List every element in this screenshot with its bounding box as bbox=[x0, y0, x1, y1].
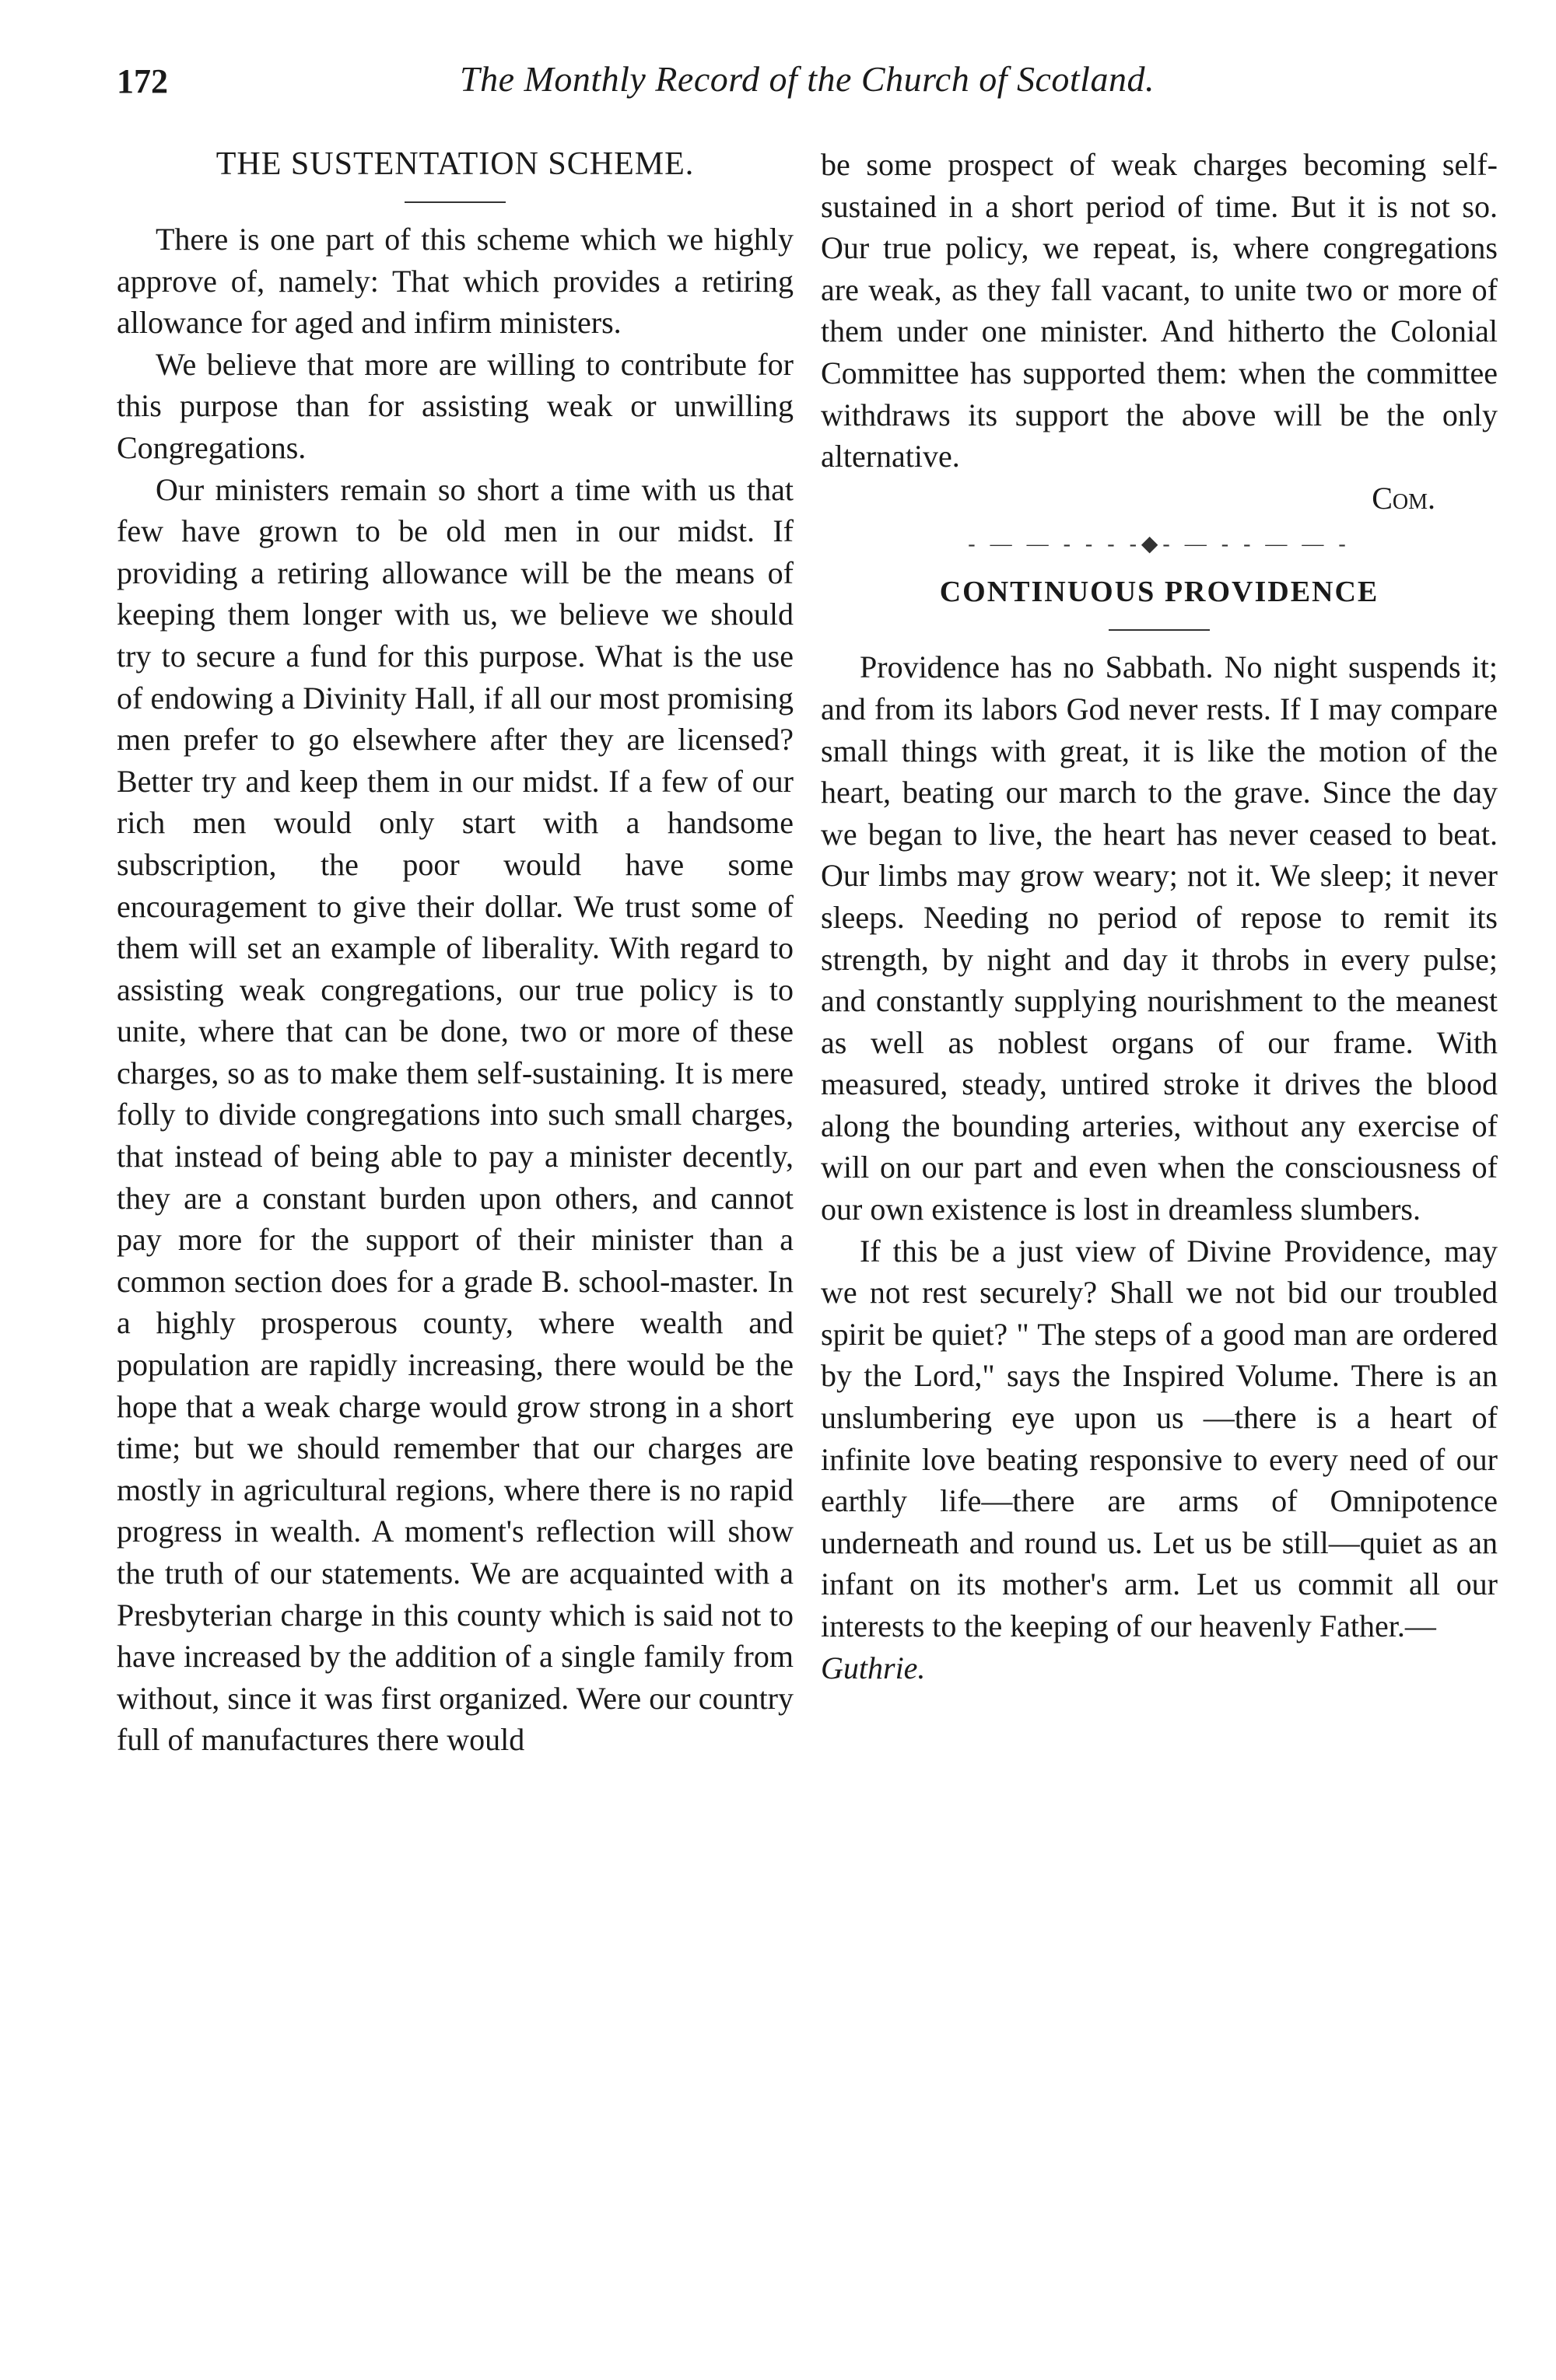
paragraph: Providence has no Sabbath. No night suspends it; and from its labors God never rests. If I may compare small things with great, it is like the motion of the heart, beating our march to the grave. Since the day we began to live, the heart has never ceased to beat. Our limbs may grow weary; not it. We sleep; it never sleeps. Needing no period of repose to remit its strength, by night and day it throbs in every pulse; and constantly supplying nourishment to the meanest as well as noblest organs of our frame. With measured, steady, untired stroke it drives the blood along the bounding arteries, without any exercise of will on our part and even when the consciousness of our own existence is lost in dreamless slumbers. bbox=[821, 649, 1498, 1227]
signoff-line bbox=[821, 478, 1498, 520]
right-column bbox=[821, 144, 1498, 1689]
paragraph: If this be a just view of Divine Providence, may we not rest securely? Shall we not bid our troubled spirit be quiet? " The steps of a good man are ordered by the Lord," says the Inspired Volume. There is an unslumbering eye upon us —there is a heart of infinite love beating responsive to every need of our earthly life—there are arms of Omnipotence underneath and round us. Let us be still—quiet as an infant on its mother's arm. Let us commit all our interests to the keeping of our heavenly Father.— bbox=[821, 1233, 1498, 1643]
journal-title: The Monthly Record of the Church of Scotland. bbox=[460, 59, 1155, 99]
author-signoff: Com. bbox=[1372, 480, 1435, 516]
page-number: 172 bbox=[117, 62, 168, 100]
paragraph: Our ministers remain so short a time with us that few have grown to be old men in our midst. If providing a retiring allowance will be the means of keeping them longer with us, we believe we should try to secure a fund for this purpose. What is the use of endowing a Divinity Hall, if all our most promising men prefer to go elsewhere after they are licensed? Better try and keep them in our midst. If a few of our rich men would only start with a handsome subscription, the poor would have some encouragement to give their dollar. We trust some of them will set an example of liberality. With regard to assisting weak congregations, our true policy is to unite, where that can be done, two or more of these charges, so as to make them self-sustaining. It is mere folly to divide congregations into such small charges, that instead of being able to pay a minister decently, they are a constant burden upon others, and cannot pay more for the support of their minister than a common section does for a grade B. school-master. In a highly prosperous county, where wealth and population are rapidly increasing, there would be the hope that a weak charge would grow strong in a short time; but we should remember that our charges are mostly in agricultural regions, where there is no rapid progress in wealth. A moment's reflection will show the truth of our statements. We are acquainted with a Presbyterian charge in this county which is said not to have increased by the addition of a single family from without, since it was first organized. Were our country full of manufactures there would bbox=[117, 471, 794, 1758]
running-head bbox=[117, 58, 1498, 105]
paragraph: We believe that more are willing to contribute for this purpose than for assisting weak or unwilling Congregations. bbox=[117, 346, 794, 465]
heading-rule bbox=[405, 201, 506, 203]
document-page bbox=[117, 58, 1498, 2337]
article-continuation-block bbox=[821, 144, 1498, 478]
article-heading-sustentation: THE SUSTENTATION SCHEME. bbox=[216, 146, 695, 182]
article-heading-providence: CONTINUOUS PROVIDENCE bbox=[939, 576, 1379, 609]
paragraph: There is one part of this scheme which we highly approve of, namely: That which provides a retiring allowance for aged and infirm ministers. bbox=[117, 222, 794, 341]
heading-rule bbox=[1109, 629, 1210, 631]
author-name: Guthrie. bbox=[821, 1650, 926, 1685]
continuation-text: be some prospect of weak charges becoming self-sustained in a short period of time. But it is not so. Our true policy, we repeat, is, where congregations are weak, as they fall vacant, to unite two or more of them under one minister. And hitherto the Colonial Committee has supported them: when the committee withdraws its support the above will be the only alternative. bbox=[821, 147, 1498, 474]
author-line bbox=[821, 1647, 1498, 1689]
left-column bbox=[117, 144, 794, 1761]
section-ornament: - — — - - - -◆- — - - — — - bbox=[968, 532, 1351, 557]
